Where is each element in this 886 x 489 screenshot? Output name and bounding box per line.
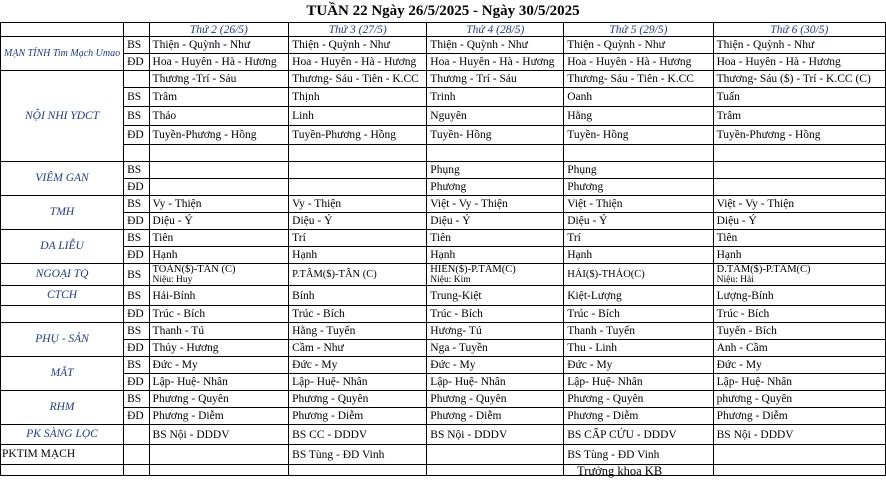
cell-main-text: TOÀN($)-TÂN (C) bbox=[152, 264, 236, 275]
day-header: Thứ 3 (27/5) bbox=[289, 23, 427, 37]
department-label: MẠN TÍNH Tim Mạch Umao bbox=[1, 37, 124, 71]
day-header: Thứ 2 (26/5) bbox=[149, 23, 289, 37]
schedule-cell bbox=[427, 465, 564, 476]
schedule-cell: Đức - My bbox=[149, 357, 289, 374]
signature-label: Trưởng khoa KB bbox=[577, 464, 663, 478]
schedule-cell: Hoa - Huyên - Hà - Hương bbox=[427, 54, 564, 71]
schedule-row bbox=[1, 107, 886, 126]
schedule-cell: Tiên bbox=[149, 230, 289, 247]
role-label bbox=[124, 145, 149, 162]
schedule-row bbox=[1, 247, 886, 264]
schedule-cell: Lượng-Bính bbox=[713, 286, 885, 306]
schedule-cell bbox=[149, 264, 289, 286]
schedule-cell: Nguyên bbox=[427, 107, 564, 126]
schedule-cell: BS CẤP CỨU - DDDV bbox=[564, 425, 713, 445]
schedule-cell: Thanh - Tú bbox=[149, 323, 289, 340]
schedule-row bbox=[1, 465, 886, 476]
schedule-cell: Nga - Tuyền bbox=[427, 340, 564, 357]
schedule-cell: Trinh bbox=[427, 88, 564, 107]
schedule-cell bbox=[427, 445, 564, 465]
schedule-row bbox=[1, 88, 886, 107]
schedule-cell: Phương - Quyên bbox=[564, 391, 713, 408]
schedule-cell: BS Nội - DDDV bbox=[149, 425, 289, 445]
department-label: DA LIỄU bbox=[1, 230, 124, 264]
role-label: ĐD bbox=[124, 247, 149, 264]
schedule-cell: Phương - Quyên bbox=[427, 391, 564, 408]
schedule-cell: Vy - Thiện bbox=[289, 196, 427, 213]
schedule-row bbox=[1, 179, 886, 196]
header-row bbox=[1, 23, 886, 37]
schedule-cell: Đức - My bbox=[564, 357, 713, 374]
schedule-cell: Phương - Quyên bbox=[289, 391, 427, 408]
schedule-row bbox=[1, 37, 886, 54]
schedule-row bbox=[1, 323, 886, 340]
schedule-cell: Lập- Huệ- Nhân bbox=[149, 374, 289, 391]
schedule-row bbox=[1, 306, 886, 323]
department-label: PHỤ - SẢN bbox=[1, 323, 124, 357]
schedule-cell bbox=[564, 145, 713, 162]
schedule-table bbox=[0, 22, 886, 476]
cell-main-text: HẢI($)-THẢO(C) bbox=[567, 268, 645, 280]
schedule-cell: Tiên bbox=[427, 230, 564, 247]
schedule-cell: Trâm bbox=[713, 107, 885, 126]
schedule-cell: Việt - Vy - Thiện bbox=[713, 196, 885, 213]
schedule-cell: Phương - Diễm bbox=[427, 408, 564, 425]
schedule-cell: Hạnh bbox=[564, 247, 713, 264]
schedule-cell: Bính bbox=[289, 286, 427, 306]
schedule-cell bbox=[149, 145, 289, 162]
schedule-cell: Thương -Trí - Sáu bbox=[149, 71, 289, 88]
schedule-cell: Trí bbox=[564, 230, 713, 247]
schedule-cell: Phương bbox=[564, 179, 713, 196]
schedule-row bbox=[1, 126, 886, 145]
schedule-cell bbox=[713, 264, 885, 286]
schedule-cell: Hương- Tú bbox=[427, 323, 564, 340]
schedule-cell: Đức - My bbox=[289, 357, 427, 374]
schedule-cell: Lập- Huệ- Nhân bbox=[713, 374, 885, 391]
role-label bbox=[124, 425, 149, 445]
schedule-cell bbox=[149, 445, 289, 465]
schedule-cell: BS Tùng - ĐD Vinh bbox=[289, 445, 427, 465]
schedule-cell: Hoa - Huyên - Hà - Hương bbox=[289, 54, 427, 71]
department-label bbox=[1, 465, 124, 476]
department-label bbox=[1, 306, 124, 323]
schedule-cell: Thiện - Quỳnh - Như bbox=[713, 37, 885, 54]
schedule-cell: Thương- Sáu - Tiên - K.CC bbox=[564, 71, 713, 88]
schedule-row bbox=[1, 230, 886, 247]
schedule-cell: Trúc - Bích bbox=[713, 306, 885, 323]
schedule-cell: Trâm bbox=[149, 88, 289, 107]
cell-sub-text: Niệu: Huy bbox=[152, 275, 193, 285]
schedule-cell: Phương - Diễm bbox=[289, 408, 427, 425]
schedule-cell: Phụng bbox=[564, 162, 713, 179]
department-label: PK SÀNG LỌC bbox=[1, 425, 124, 445]
role-label: BS bbox=[124, 37, 149, 54]
role-label: ĐD bbox=[124, 374, 149, 391]
schedule-row bbox=[1, 286, 886, 306]
role-label: ĐD bbox=[124, 54, 149, 71]
cell-main-text: D.TÂM($)-P.TÂM(C) bbox=[716, 264, 811, 275]
schedule-cell: Hạnh bbox=[427, 247, 564, 264]
schedule-cell: phương - Quyên bbox=[713, 391, 885, 408]
schedule-cell bbox=[289, 179, 427, 196]
schedule-row bbox=[1, 374, 886, 391]
schedule-cell: Trung-Kiệt bbox=[427, 286, 564, 306]
schedule-cell: Thiện - Quỳnh - Như bbox=[289, 37, 427, 54]
role-label bbox=[124, 71, 149, 88]
schedule-cell bbox=[713, 179, 885, 196]
schedule-row bbox=[1, 54, 886, 71]
cell-sub-text: Niệu: Kim bbox=[430, 275, 471, 285]
schedule-cell bbox=[149, 162, 289, 179]
department-label: NGOẠI TQ bbox=[1, 264, 124, 286]
department-label: CTCH bbox=[1, 286, 124, 306]
schedule-cell: Trí bbox=[289, 230, 427, 247]
cell-main-text: P.TÂM($)-TÂN (C) bbox=[292, 268, 377, 280]
schedule-cell: Anh - Cầm bbox=[713, 340, 885, 357]
schedule-row bbox=[1, 340, 886, 357]
schedule-cell: Hằng bbox=[564, 107, 713, 126]
schedule-cell: Phương - Diễm bbox=[564, 408, 713, 425]
role-label: ĐD bbox=[124, 126, 149, 145]
role-label: BS bbox=[124, 162, 149, 179]
role-label bbox=[124, 445, 149, 465]
schedule-cell: Tuyền- Hồng bbox=[427, 126, 564, 145]
schedule-cell: Phương bbox=[427, 179, 564, 196]
day-header: Thứ 6 (30/5) bbox=[713, 23, 885, 37]
schedule-row bbox=[1, 213, 886, 230]
schedule-cell bbox=[149, 179, 289, 196]
schedule-cell: Phụng bbox=[427, 162, 564, 179]
schedule-cell bbox=[289, 465, 427, 476]
role-label: BS bbox=[124, 264, 149, 286]
role-label: BS bbox=[124, 391, 149, 408]
role-label: BS bbox=[124, 286, 149, 306]
schedule-body bbox=[1, 37, 886, 476]
role-label: ĐD bbox=[124, 408, 149, 425]
schedule-row bbox=[1, 71, 886, 88]
schedule-cell: Thiện - Quỳnh - Như bbox=[149, 37, 289, 54]
department-label: NỘI NHI YDCT bbox=[1, 71, 124, 162]
schedule-cell: Lập- Huệ- Nhân bbox=[289, 374, 427, 391]
schedule-cell: Phương - Quyên bbox=[149, 391, 289, 408]
schedule-cell: Tuyền- Hồng bbox=[564, 126, 713, 145]
schedule-row bbox=[1, 445, 886, 465]
schedule-cell: Hoa - Huyên - Hà - Hương bbox=[713, 54, 885, 71]
schedule-row bbox=[1, 425, 886, 445]
schedule-cell: Hạnh bbox=[289, 247, 427, 264]
schedule-cell: Việt - Vy - Thiện bbox=[427, 196, 564, 213]
schedule-cell: Trúc - Bích bbox=[427, 306, 564, 323]
schedule-cell: Oanh bbox=[564, 88, 713, 107]
schedule-cell: Tuyến - Bích bbox=[713, 323, 885, 340]
schedule-cell: Thịnh bbox=[289, 88, 427, 107]
schedule-cell: Diệu - Ý bbox=[564, 213, 713, 230]
schedule-cell: Đức - My bbox=[713, 357, 885, 374]
header-blank bbox=[1, 23, 124, 37]
schedule-row bbox=[1, 264, 886, 286]
schedule-cell: Linh bbox=[289, 107, 427, 126]
department-label: VIÊM GAN bbox=[1, 162, 124, 196]
schedule-row bbox=[1, 408, 886, 425]
schedule-cell bbox=[713, 145, 885, 162]
schedule-cell: Cầm - Như bbox=[289, 340, 427, 357]
role-label: ĐD bbox=[124, 213, 149, 230]
schedule-cell: Vy - Thiện bbox=[149, 196, 289, 213]
schedule-row bbox=[1, 162, 886, 179]
header-role-blank bbox=[124, 23, 149, 37]
schedule-cell: Diệu - Ý bbox=[149, 213, 289, 230]
schedule-cell: Trúc - Bích bbox=[149, 306, 289, 323]
schedule-cell: Diệu - Ý bbox=[427, 213, 564, 230]
department-label: MẮT bbox=[1, 357, 124, 391]
schedule-cell: Hoa - Huyên - Hà - Hương bbox=[149, 54, 289, 71]
schedule-cell bbox=[427, 145, 564, 162]
schedule-cell: Thương - Trí - Sáu bbox=[427, 71, 564, 88]
department-label: PKTIM MẠCH bbox=[1, 445, 124, 465]
schedule-cell: BS Nội - DDDV bbox=[713, 425, 885, 445]
schedule-cell bbox=[289, 145, 427, 162]
schedule-cell bbox=[564, 264, 713, 286]
schedule-cell: Hoa - Huyên - Hà - Hương bbox=[564, 54, 713, 71]
schedule-cell: Lập- Huệ- Nhân bbox=[564, 374, 713, 391]
role-label bbox=[124, 465, 149, 476]
role-label: BS bbox=[124, 196, 149, 213]
schedule-cell: Trúc - Bích bbox=[289, 306, 427, 323]
schedule-cell: Diệu - Ý bbox=[713, 213, 885, 230]
schedule-cell: Đức - My bbox=[427, 357, 564, 374]
schedule-cell: Thu - Linh bbox=[564, 340, 713, 357]
schedule-cell: Tiên bbox=[713, 230, 885, 247]
schedule-cell: Tuyền-Phương - Hồng bbox=[289, 126, 427, 145]
role-label: ĐD bbox=[124, 179, 149, 196]
schedule-cell: Thiện - Quỳnh - Như bbox=[564, 37, 713, 54]
role-label: BS bbox=[124, 323, 149, 340]
schedule-cell: Tuyền-Phương - Hồng bbox=[149, 126, 289, 145]
schedule-title: TUẦN 22 Ngày 26/5/2025 - Ngày 30/5/2025 bbox=[306, 3, 580, 19]
schedule-cell: Thiện - Quỳnh - Như bbox=[427, 37, 564, 54]
schedule-cell: Diệu - Ý bbox=[289, 213, 427, 230]
schedule-cell: Thủy - Hương bbox=[149, 340, 289, 357]
schedule-row bbox=[1, 196, 886, 213]
schedule-row bbox=[1, 357, 886, 374]
role-label: BS bbox=[124, 357, 149, 374]
schedule-cell: Lập- Huệ- Nhân bbox=[427, 374, 564, 391]
role-label: ĐD bbox=[124, 306, 149, 323]
schedule-cell bbox=[149, 465, 289, 476]
role-label: BS bbox=[124, 230, 149, 247]
schedule-cell: Trúc - Bích bbox=[564, 306, 713, 323]
department-label: TMH bbox=[1, 196, 124, 230]
schedule-cell: BS Nội - DDDV bbox=[427, 425, 564, 445]
schedule-cell: Tuấn bbox=[713, 88, 885, 107]
schedule-cell: Kiệt-Lượng bbox=[564, 286, 713, 306]
schedule-cell: Hằng - Tuyến bbox=[289, 323, 427, 340]
day-header: Thứ 5 (29/5) bbox=[564, 23, 713, 37]
schedule-row bbox=[1, 145, 886, 162]
schedule-cell: BS Tùng - ĐD Vinh bbox=[564, 445, 713, 465]
schedule-cell: Việt - Thiện bbox=[564, 196, 713, 213]
schedule-cell bbox=[427, 264, 564, 286]
schedule-cell: Hải-Bính bbox=[149, 286, 289, 306]
role-label: BS bbox=[124, 88, 149, 107]
schedule-cell bbox=[713, 445, 885, 465]
schedule-row bbox=[1, 391, 886, 408]
schedule-cell: Hạnh bbox=[149, 247, 289, 264]
schedule-cell: Phương - Diễm bbox=[149, 408, 289, 425]
role-label: BS bbox=[124, 107, 149, 126]
schedule-cell: Tuyền-Phương - Hồng bbox=[713, 126, 885, 145]
schedule-cell: BS CC - DDDV bbox=[289, 425, 427, 445]
cell-sub-text: Niệu: Hải bbox=[716, 275, 754, 285]
role-label: ĐD bbox=[124, 340, 149, 357]
schedule-cell bbox=[713, 162, 885, 179]
schedule-cell: Thương- Sáu - Tiên - K.CC bbox=[289, 71, 427, 88]
schedule-cell: Thanh - Tuyến bbox=[564, 323, 713, 340]
schedule-cell bbox=[713, 465, 885, 476]
schedule-cell: Hạnh bbox=[713, 247, 885, 264]
cell-main-text: HIỀN($)-P.TÂM(C) bbox=[430, 264, 516, 275]
schedule-cell bbox=[289, 162, 427, 179]
schedule-cell: Thương- Sáu ($) - Trí - K.CC (C) bbox=[713, 71, 885, 88]
schedule-cell bbox=[289, 264, 427, 286]
department-label: RHM bbox=[1, 391, 124, 425]
schedule-cell: Phương - Diễm bbox=[713, 408, 885, 425]
day-header: Thứ 4 (28/5) bbox=[427, 23, 564, 37]
schedule-cell: Thảo bbox=[149, 107, 289, 126]
